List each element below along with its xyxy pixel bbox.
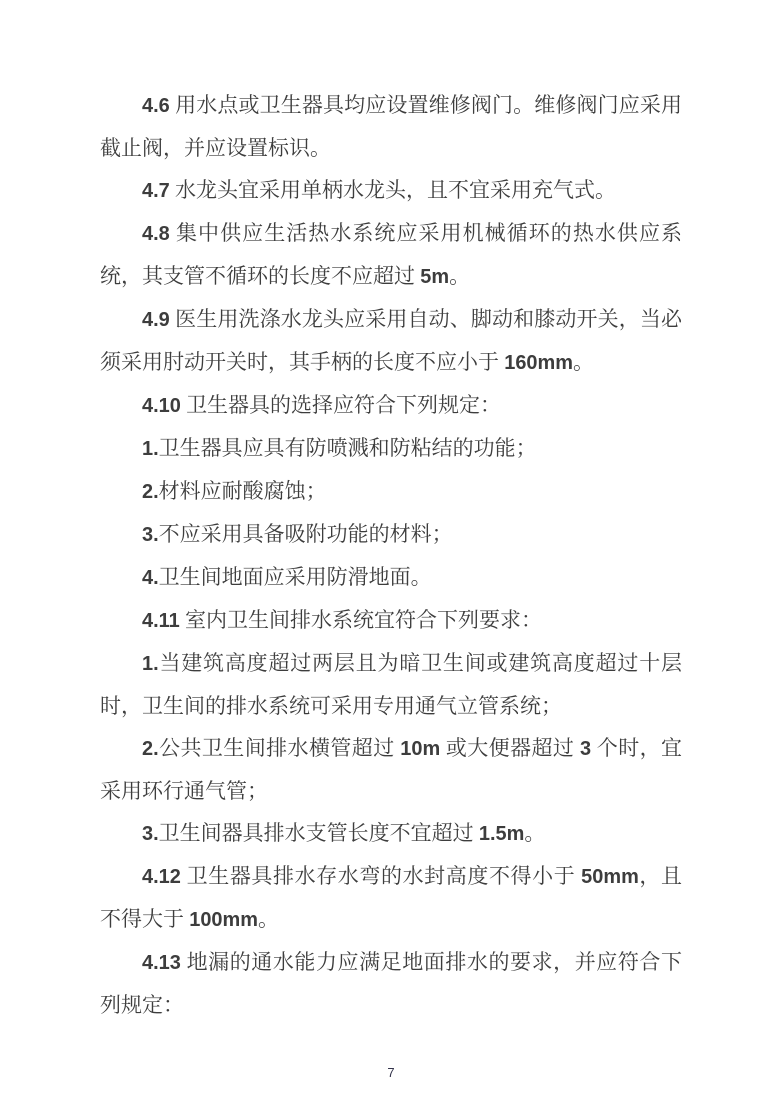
latin-numeral: 10m — [400, 738, 441, 760]
latin-numeral: 100mm — [189, 909, 258, 931]
paragraph: 4.卫生间地面应采用防滑地面。 — [142, 565, 432, 589]
paragraph: 4.10 卫生器具的选择应符合下列规定： — [142, 393, 502, 417]
latin-numeral: 4.10 — [142, 395, 181, 417]
paragraph: 4.12 卫生器具排水存水弯的水封高度不得小于 50mm，且不得大于 100mm。 — [100, 864, 682, 931]
paragraph: 4.8 集中供应生活热水系统应采用机械循环的热水供应系统，其支管不循环的长度不应超过 5m。 — [100, 221, 682, 288]
page-number: 7 — [387, 1065, 395, 1080]
paragraph: 1.当建筑高度超过两层且为暗卫生间或建筑高度超过十层时，卫生间的排水系统可采用专用通气立管系统； — [100, 651, 682, 718]
latin-numeral: 4.8 — [142, 223, 170, 245]
paragraph: 4.9 医生用洗涤水龙头应采用自动、脚动和膝动开关，当必须采用肘动开关时，其手柄的长度不应小于 160mm。 — [100, 307, 682, 374]
latin-numeral: 1.5m — [478, 823, 525, 845]
paragraph: 4.11 室内卫生间排水系统宜符合下列要求： — [142, 608, 542, 632]
paragraph: 3.卫生间器具排水支管长度不宜超过 1.5m。 — [142, 821, 546, 845]
paragraph: 1.卫生器具应具有防喷溅和防粘结的功能； — [142, 436, 537, 460]
paragraph: 4.6 用水点或卫生器具均应设置维修阀门。维修阀门应采用截止阀，并应设置标识。 — [100, 93, 682, 160]
latin-numeral: 3. — [142, 823, 159, 845]
latin-numeral: 1. — [142, 438, 159, 460]
latin-numeral: 4.13 — [142, 952, 181, 974]
latin-numeral: 3. — [142, 524, 159, 546]
latin-numeral: 4.9 — [142, 309, 170, 331]
latin-numeral: 4. — [142, 567, 159, 589]
latin-numeral: 3 — [580, 738, 592, 760]
latin-numeral: 50mm — [581, 866, 639, 888]
page-footer — [0, 1064, 782, 1082]
latin-numeral: 4.6 — [142, 95, 170, 117]
latin-numeral: 4.7 — [142, 180, 170, 202]
paragraph: 4.7 水龙头宜采用单柄水龙头，且不宜采用充气式。 — [142, 178, 616, 202]
latin-numeral: 1. — [142, 653, 159, 675]
paragraph: 3.不应采用具备吸附功能的材料； — [142, 522, 453, 546]
paragraph: 2.公共卫生间排水横管超过 10m 或大便器超过 3 个时，宜采用环行通气管； — [100, 736, 683, 803]
latin-numeral: 2. — [142, 738, 159, 760]
document-body — [100, 84, 682, 1026]
latin-numeral: 4.11 — [142, 610, 180, 632]
latin-numeral: 4.12 — [142, 866, 181, 888]
latin-numeral: 160mm — [504, 352, 573, 374]
latin-numeral: 5m — [420, 266, 450, 288]
latin-numeral: 2. — [142, 481, 159, 503]
paragraph: 2.材料应耐酸腐蚀； — [142, 479, 327, 503]
paragraph: 4.13 地漏的通水能力应满足地面排水的要求，并应符合下列规定： — [100, 950, 682, 1017]
